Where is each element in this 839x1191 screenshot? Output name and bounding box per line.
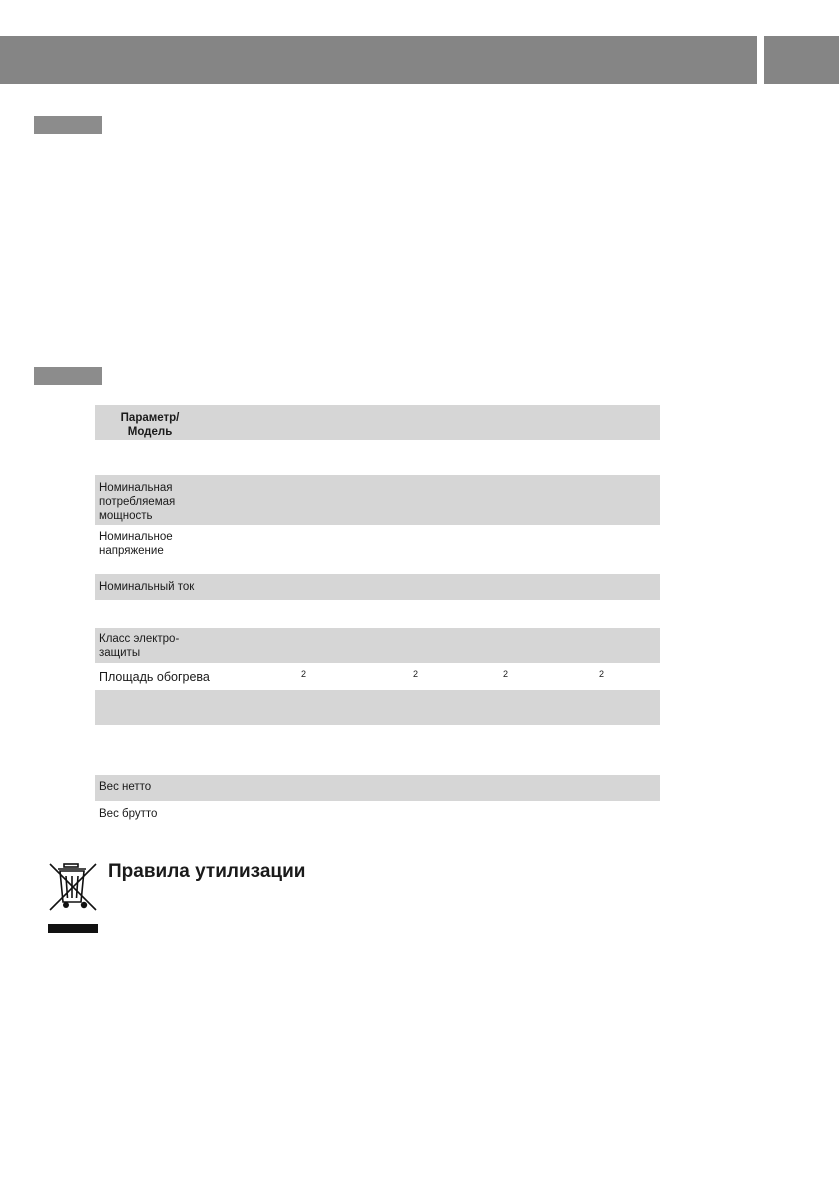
table-row xyxy=(95,628,660,663)
section-marker-2 xyxy=(34,367,102,385)
table-row xyxy=(95,664,660,690)
row-label-voltage: Номинальное напряжение xyxy=(99,531,173,557)
table-row xyxy=(95,527,660,567)
table-row xyxy=(95,775,660,801)
row-label-current: Номинальный ток xyxy=(99,581,195,593)
disposal-title: Правила утилизации xyxy=(108,861,306,882)
table-header-label: Параметр/ Модель xyxy=(120,412,180,438)
row-label-gross-weight: Вес брутто xyxy=(99,808,158,820)
header-bar xyxy=(0,36,757,84)
row-label-protection-class: Класс электро- защиты xyxy=(99,633,180,659)
row-label-power: Номинальная потребляемая мощность xyxy=(99,482,176,522)
unit-superscript: 2 xyxy=(413,669,419,679)
unit-superscript: 2 xyxy=(599,669,605,679)
unit-superscript: 2 xyxy=(301,669,307,679)
header-page-tab xyxy=(764,36,839,84)
table-row xyxy=(95,803,660,829)
table-row xyxy=(95,475,660,525)
section-marker-1 xyxy=(34,116,102,134)
crossed-bin-icon xyxy=(44,860,100,912)
table-header-row xyxy=(95,405,660,440)
recycle-bar xyxy=(48,924,98,933)
unit-superscript: 2 xyxy=(503,669,509,679)
row-label-net-weight: Вес нетто xyxy=(99,781,152,793)
table-row xyxy=(95,574,660,600)
row-label-heating-area: Площадь обогрева xyxy=(99,670,210,684)
table-row xyxy=(95,690,660,725)
